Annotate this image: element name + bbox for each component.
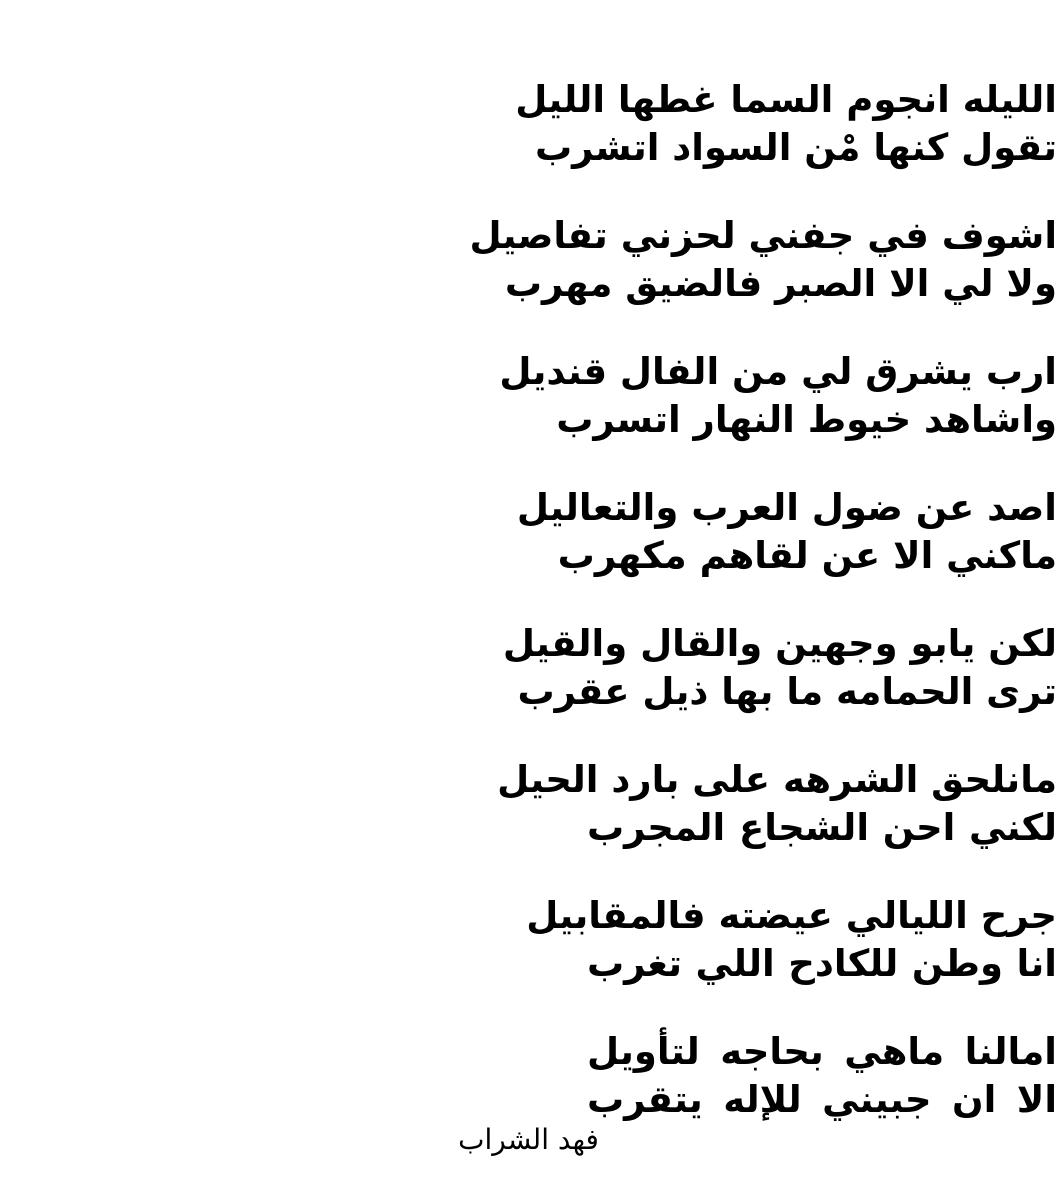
verse-line: انا وطن للكادح اللي تغرب	[587, 942, 1057, 985]
poet-signature: فهد الشراب	[458, 1123, 599, 1156]
poem	[0, 76, 1057, 1164]
verse-line: ارب يشرق لي من الفال قنديل	[499, 350, 1057, 393]
stanza-1	[515, 76, 1057, 212]
verse-line: اشوف في جفني لحزني تفاصيل	[469, 214, 1057, 257]
stanza-7	[526, 892, 1057, 1028]
verse-line: مانلحق الشرهه على بارد الحيل	[497, 758, 1057, 801]
verse-line: تقول كنها مْن السواد اتشرب	[534, 126, 1057, 169]
verse-line: ماكني الا عن لقاهم مكهرب	[557, 534, 1057, 577]
stanza-4	[516, 484, 1057, 620]
verse-line: اصد عن ضول العرب والتعاليل	[516, 486, 1057, 529]
verse-line: ولا لي الا الصبر فالضيق مهرب	[504, 262, 1057, 305]
verse-line: ترى الحمامه ما بها ذيل عقرب	[517, 670, 1057, 713]
stanza-3	[499, 348, 1057, 484]
verse-line: لكن يابو وجهين والقال والقيل	[502, 622, 1057, 665]
stanza-6	[497, 756, 1057, 892]
verse-line: الليله انجوم السما غطها الليل	[515, 78, 1057, 121]
verse-line: امالنا ماهي بحاجه لتأويل	[587, 1030, 1057, 1073]
stanza-2	[469, 212, 1057, 348]
verse-line: جرح الليالي عيضته فالمقابيل	[526, 894, 1057, 937]
verse-line: واشاهد خيوط النهار اتسرب	[556, 398, 1057, 441]
verse-line: لكني احن الشجاع المجرب	[587, 806, 1057, 849]
verse-line: الا ان جبيني للإله يتقرب	[587, 1078, 1057, 1121]
stanza-5	[502, 620, 1057, 756]
